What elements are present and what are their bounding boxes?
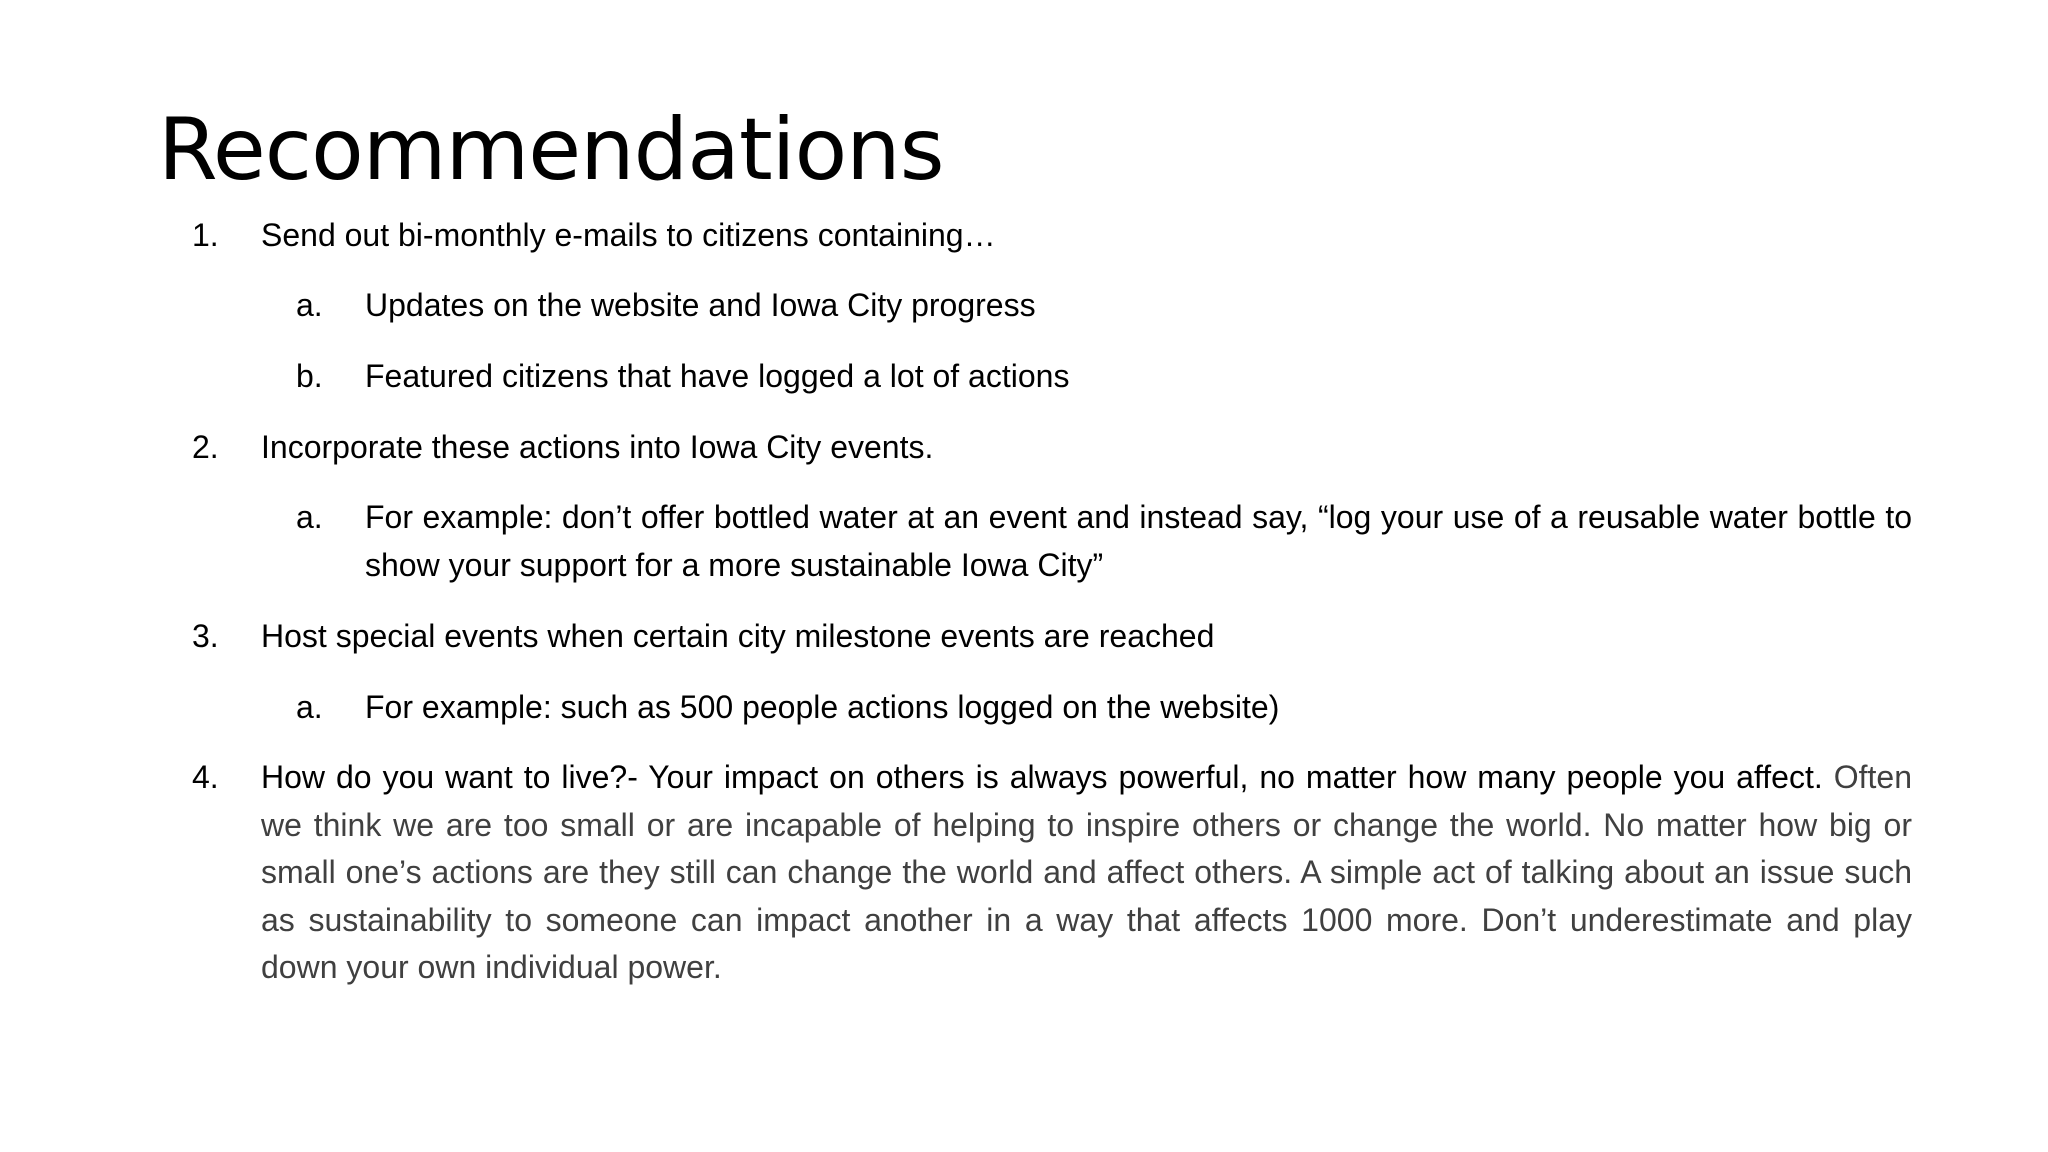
- list-number: 4.: [192, 759, 219, 795]
- list-text: Host special events when certain city milestone events are reached: [261, 618, 1215, 654]
- list-letter: a.: [296, 689, 323, 725]
- list-letter: a.: [296, 499, 323, 535]
- list-letter: a.: [296, 287, 323, 323]
- list-text: Featured citizens that have logged a lot of actions: [365, 358, 1070, 394]
- list-text: How do you want to live?- Your impact on others is always powerful, no matter how many people you affect.: [261, 759, 1823, 795]
- list-number: 3.: [192, 618, 219, 654]
- slide-title: Recommendations: [158, 100, 944, 200]
- list-text-continuation: Often we think we are too small or are incapable of helping to inspire others or change the world. No matter how big or small one’s actions are they still can change the world and affect others. A simple act of talking about an issue such as sustainability to someone can impact another in a way that affects 1000 more. Don’t underestimate and play down your own individual power.: [261, 759, 1913, 985]
- list-text: Send out bi-monthly e-mails to citizens containing…: [261, 217, 996, 253]
- list-text-block: [261, 754, 1912, 992]
- list-number: 1.: [192, 217, 219, 253]
- list-text: For example: don’t offer bottled water at an event and instead say, “log your use of a reusable water bottle to show your support for a more sustainable Iowa City”: [365, 499, 1912, 583]
- list-text: Updates on the website and Iowa City progress: [365, 287, 1036, 323]
- list-text: Incorporate these actions into Iowa City events.: [261, 429, 934, 465]
- list-letter: b.: [296, 358, 323, 394]
- list-text: For example: such as 500 people actions logged on the website): [365, 689, 1280, 725]
- list-number: 2.: [192, 429, 219, 465]
